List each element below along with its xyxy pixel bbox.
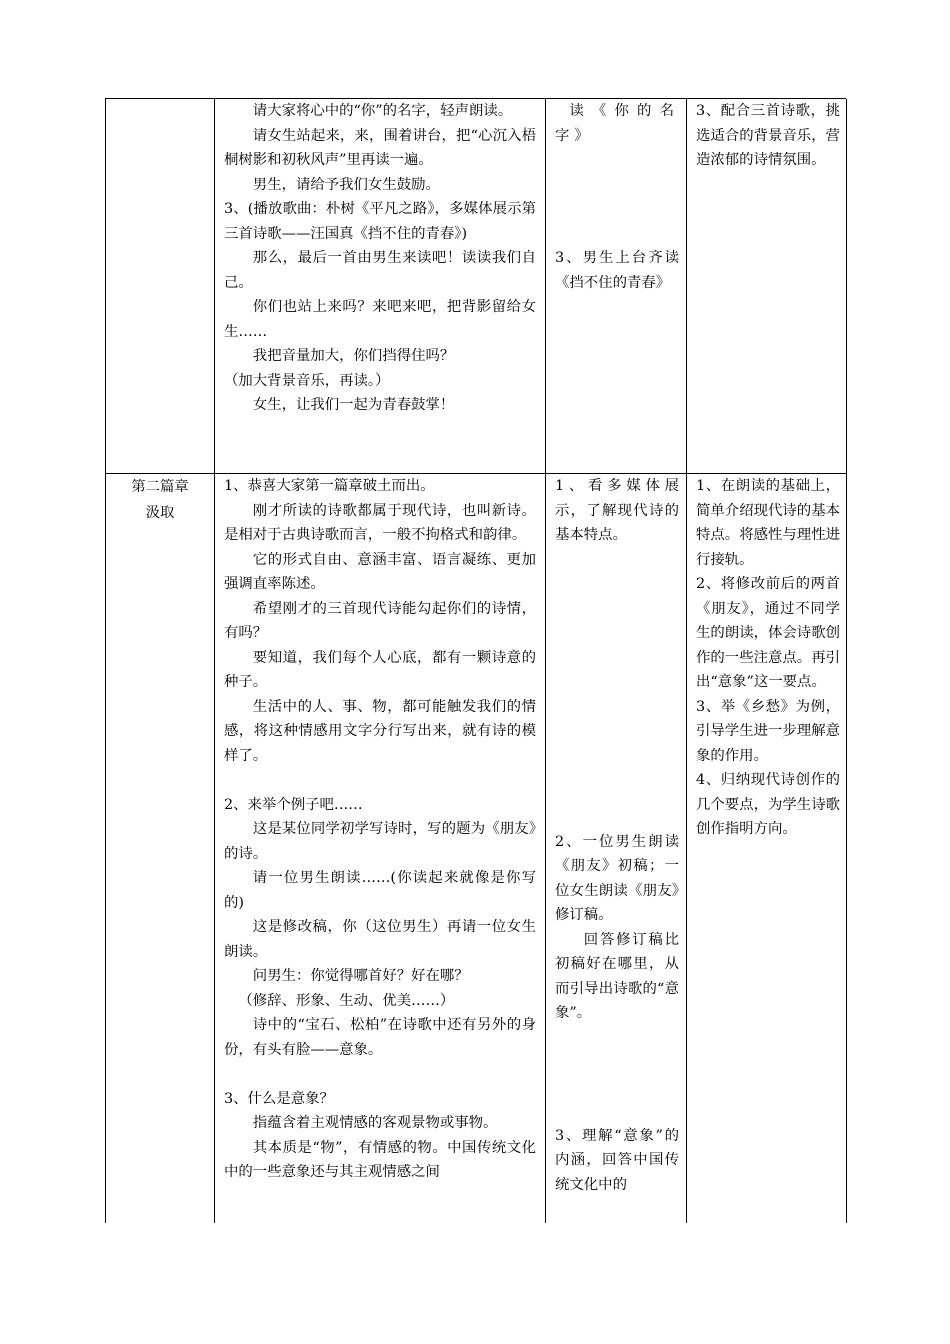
activity-line: 3、什么是意象？ (224, 1090, 334, 1107)
stage-subtitle: 汲取 (145, 504, 175, 521)
activity-line: 男生，请给予我们女生鼓励。 (252, 176, 440, 193)
activity-line: 女生，让我们一起为青春鼓掌！ (252, 397, 455, 413)
activity-line: 其本质是“物”，有情感的物。中国传统文化中的一些意象还与其主观情感之间 (224, 1139, 536, 1180)
activity-line: 这是某位同学初学写诗时，写的题为《朋友》的诗。 (224, 821, 536, 862)
activity-line: 这是修改稿，你（这位男生）再请一位女生朗读。 (224, 919, 536, 960)
activity-line: （修辞、形象、生动、优美……） (238, 992, 455, 1009)
activity-line: 你们也站上来吗？来吧来吧，把背影留给女生…… (224, 299, 536, 340)
stage-cell-empty (106, 99, 215, 474)
activity-line: 3、(播放歌曲：朴树《平凡之路》，多媒体展示第三首诗歌——汪国真《挡不住的青春》) (224, 201, 536, 242)
activity-line: 1、恭喜大家第一篇章破土而出。 (224, 478, 435, 494)
student-line: 3、理解“意象”的内涵，回答中国传统文化中的 (555, 1127, 679, 1193)
intent-line: 4、归纳现代诗创作的几个要点，为学生诗歌创作指明方向。 (696, 772, 840, 837)
intent-line: 3、举《乡愁》为例，引导学生进一步理解意象的作用。 (696, 698, 840, 764)
activity-line: 请大家将心中的“你”的名字，轻声朗读。 (252, 103, 513, 119)
activity-line: 我把音量加大，你们挡得住吗？ (252, 348, 455, 364)
student-line: 2、一位男生朗读《朋友》初稿；一位女生朗读《朋友》修订稿。 (555, 833, 679, 923)
design-intent-cell (687, 474, 847, 1223)
stage-cell (106, 474, 215, 1223)
activity-line: 它的形式自由、意涵丰富、语言凝练、更加强调直率陈述。 (224, 551, 536, 592)
student-activity-cell (546, 99, 687, 474)
intent-line: 3、配合三首诗歌，挑选适合的背景音乐，营造浓郁的诗情氛围。 (696, 103, 840, 168)
activity-line: 请女生站起来，来，围着讲台，把“心沉入梧桐树影和初秋风声”里再读一遍。 (224, 127, 536, 168)
student-line: 3、男生上台齐读《挡不住的青春》 (555, 250, 679, 291)
activity-line: 要知道，我们每个人心底，都有一颗诗意的种子。 (224, 649, 536, 690)
intent-line: 2、将修改前后的两首《朋友》，通过不同学生的朗读，体会诗歌创作的一些注意点。再引出“意象”这一要点。 (696, 576, 840, 690)
student-line: 读《你的名字》 (555, 103, 679, 144)
activity-line: 指蕴含着主观情感的客观景物或事物。 (252, 1115, 498, 1131)
intent-line: 1、在朗读的基础上，简单介绍现代诗的基本特点。将感性与理性进行接轨。 (696, 478, 840, 568)
activity-line: 诗中的“宝石、松柏”在诗歌中还有另外的身份，有头有脸——意象。 (224, 1017, 536, 1058)
student-line: 回答修订稿比初稿好在哪里，从而引导出诗歌的“意象”。 (555, 931, 679, 1021)
stage-title: 第二篇章 (131, 479, 189, 495)
lesson-plan-table (105, 98, 846, 1223)
activity-line: （加大背景音乐，再读。） (224, 372, 390, 389)
activity-line: 希望刚才的三首现代诗能勾起你们的诗情，有吗？ (224, 600, 536, 641)
activity-line: 问男生：你觉得哪首好？好在哪？ (252, 968, 469, 984)
teacher-activity-cell (215, 99, 546, 474)
activity-line: 请一位男生朗读……(你读起来就像是你写的) (224, 870, 536, 911)
student-line: 1、看多媒体展示，了解现代诗的基本特点。 (555, 478, 679, 543)
student-activity-cell (546, 474, 687, 1223)
activity-line: 刚才所读的诗歌都属于现代诗，也叫新诗。是相对于古典诗歌而言，一般不拘格式和韵律。 (224, 502, 536, 543)
activity-line: 那么，最后一首由男生来读吧！读读我们自己。 (224, 250, 536, 291)
activity-line: 2、来举个例子吧…… (224, 796, 363, 813)
teacher-activity-cell (215, 474, 546, 1223)
activity-line: 生活中的人、事、物，都可能触发我们的情感，将这种情感用文字分行写出来，就有诗的模样了。 (224, 698, 536, 764)
design-intent-cell (687, 99, 847, 474)
